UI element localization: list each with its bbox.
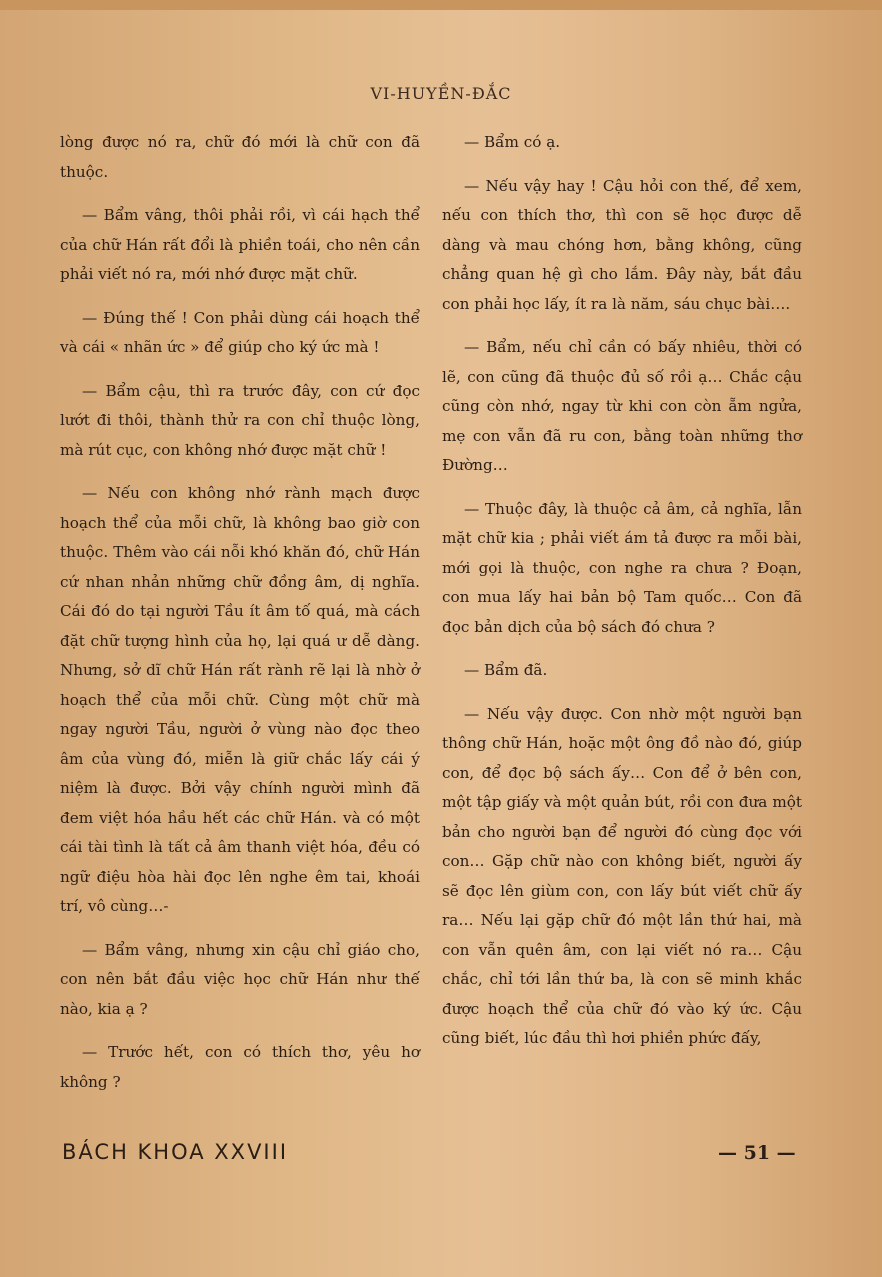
page-number: — 51 —: [718, 1142, 796, 1164]
magazine-title: BÁCH KHOA XXVIII: [62, 1140, 289, 1164]
paragraph: lòng được nó ra, chữ đó mới là chữ con đã thuộc.: [60, 133, 420, 181]
paragraph: — Bẩm vâng, nhưng xin cậu chỉ giáo cho, con nên bắt đầu việc học chữ Hán như thế nào, kia ạ ?: [60, 940, 420, 1018]
paragraph: — Nếu con không nhớ rành mạch được hoạch thể của mỗi chữ, là không bao giờ con thuộc. Thêm vào cái nỗi khó khăn đó, chữ Hán cứ nhan nhản những chữ đồng âm, dị nghĩa. Cái đó do tại người Tầu ít âm tố quá, mà cách đặt chữ tượng hình của họ, lại quá ư dễ dàng. Nhưng, sở dĩ chữ Hán rất rành rẽ lại là nhờ ở hoạch thể của mỗi chữ. Cùng một chữ mà ngay người Tầu, người ở vùng nào đọc theo âm của vùng đó, miễn là giữ chắc lấy cái ý niệm là được. Bởi vậy chính người mình đã đem việt hóa hầu hết các chữ Hán. và có một cái tài tình là tất cả âm thanh việt hóa, đều có ngữ điệu hòa hài đọc lên nghe êm tai, khoái trí, vô cùng…-: [60, 484, 420, 915]
right-column: [442, 128, 802, 1068]
left-column: [60, 128, 420, 1111]
paragraph: — Bẩm có ạ.: [464, 133, 561, 151]
paragraph: — Nếu vậy được. Con nhờ một người bạn thông chữ Hán, hoặc một ông đồ nào đó, giúp con, để đọc bộ sách ấy… Con để ở bên con, một tập giấy và một quản bút, rồi con đưa một bản cho người bạn để người đó cùng đọc với con… Gặp chữ nào con không biết, người ấy sẽ đọc lên giùm con, con lấy bút viết chữ ấy ra… Nếu lại gặp chữ đó một lần thứ hai, mà con vẫn quên âm, con lại viết nó ra… Cậu chắc, chỉ tới lần thứ ba, là con sẽ minh khắc được hoạch thể của chữ đó vào ký ức. Cậu cũng biết, lúc đầu thì hơi phiền phức đấy,: [442, 704, 802, 1047]
paragraph: — Trước hết, con có thích thơ, yêu hơ không ?: [60, 1043, 420, 1091]
page-top-edge: [0, 0, 882, 10]
running-header: VI-HUYỀN-ĐẮC: [370, 84, 512, 103]
paragraph: — Thuộc đây, là thuộc cả âm, cả nghĩa, lẫn mặt chữ kia ; phải viết ám tả được ra mỗi bài, mới gọi là thuộc, con nghe ra chưa ? Đoạn, con mua lấy hai bản bộ Tam quốc… Con đã đọc bản dịch của bộ sách đó chưa ?: [442, 499, 802, 636]
paragraph: — Nếu vậy hay ! Cậu hỏi con thế, để xem, nếu con thích thơ, thì con sẽ học được dễ dàng và mau chóng hơn, bằng không, cũng chẳng quan hệ gì cho lắm. Đây này, bắt đầu con phải học lấy, ít ra là năm, sáu chục bài….: [442, 176, 802, 313]
paragraph: — Bẩm vâng, thôi phải rồi, vì cái hạch thể của chữ Hán rất đổi là phiền toái, cho nên cần phải viết nó ra, mới nhớ được mặt chữ.: [60, 206, 420, 283]
paragraph: — Bẩm, nếu chỉ cần có bấy nhiêu, thời có lẽ, con cũng đã thuộc đủ số rồi ạ… Chắc cậu cũng còn nhớ, ngay từ khi con còn ẵm ngửa, mẹ con vẫn đã ru con, bằng toàn những thơ Đường…: [442, 338, 802, 474]
paragraph: — Đúng thế ! Con phải dùng cái hoạch thể và cái « nhãn ức » để giúp cho ký ức mà !: [60, 308, 420, 356]
paragraph: — Bẩm cậu, thì ra trước đây, con cứ đọc lướt đi thôi, thành thử ra con chỉ thuộc lòng, mà rút cục, con không nhớ được mặt chữ !: [60, 381, 420, 459]
paragraph: — Bẩm đã.: [464, 661, 548, 679]
